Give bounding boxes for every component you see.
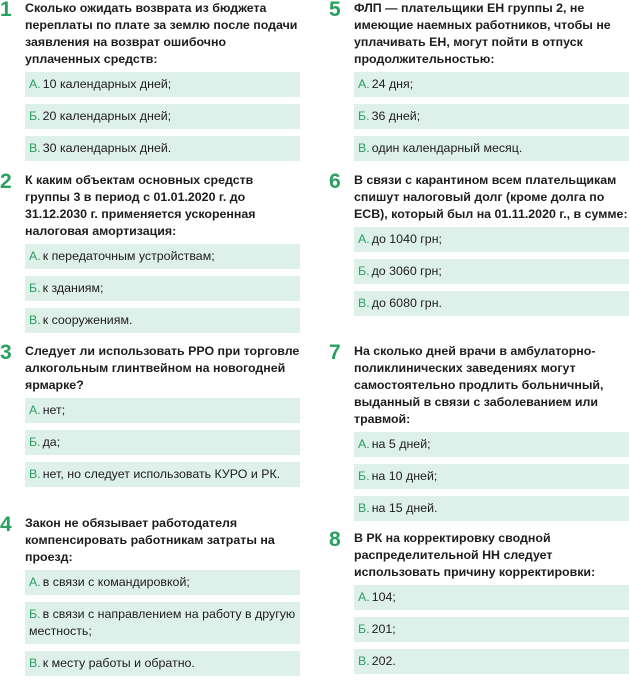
question-text: На сколько дней врачи в амбулаторно-поликлинических заведениях могут самостоятельно продлить больничный, выданный в связи с заболеванием или травмой: bbox=[354, 344, 604, 426]
answer-list bbox=[329, 585, 629, 674]
question-block-6 bbox=[329, 172, 629, 323]
answer-text: 202. bbox=[371, 654, 396, 668]
answer-letter: А. bbox=[358, 77, 370, 91]
question-block-1 bbox=[0, 0, 300, 168]
answer-letter: Б. bbox=[358, 109, 370, 123]
answer-text: 104; bbox=[371, 590, 396, 604]
answer-text: до 1040 грн; bbox=[371, 232, 442, 246]
answer-text: до 6080 грн. bbox=[371, 296, 442, 310]
answer-letter: В. bbox=[358, 501, 370, 515]
answer-option-c[interactable] bbox=[354, 291, 629, 316]
answer-option-b[interactable] bbox=[25, 276, 300, 301]
answer-option-a[interactable] bbox=[25, 244, 300, 269]
answer-list bbox=[0, 398, 300, 487]
answer-letter: А. bbox=[358, 232, 370, 246]
question-block-7 bbox=[329, 343, 629, 528]
answer-text: к месту работы и обратно. bbox=[42, 656, 195, 670]
answer-text: 201; bbox=[371, 622, 396, 636]
answer-text: нет, но следует использовать КУРО и РК. bbox=[42, 467, 281, 481]
answer-option-a[interactable] bbox=[25, 398, 300, 423]
question-number: 5 bbox=[329, 0, 341, 21]
question-number: 4 bbox=[0, 513, 12, 536]
answer-option-c[interactable] bbox=[354, 136, 629, 161]
answer-text: на 10 дней; bbox=[371, 469, 438, 483]
question-text: Сколько ожидать возврата из бюджета переплаты по плате за землю после подачи заявления на возврат ошибочно уплаченных средств: bbox=[25, 1, 298, 66]
question-number: 8 bbox=[329, 528, 341, 551]
answer-text: на 5 дней; bbox=[371, 437, 431, 451]
answer-letter: А. bbox=[358, 590, 370, 604]
answer-text: к передаточным устройствам; bbox=[42, 249, 215, 263]
answer-letter: В. bbox=[358, 654, 370, 668]
answer-list bbox=[0, 244, 300, 333]
question-text: К каким объектам основных средств группы 3 в период с 01.01.2020 г. до 31.12.2030 г. применяется ускоренная налоговая амортизация: bbox=[25, 173, 256, 238]
answer-text: до 3060 грн; bbox=[371, 264, 442, 278]
answer-letter: В. bbox=[358, 141, 370, 155]
answer-text: один календарный месяц. bbox=[371, 141, 523, 155]
answer-text: на 15 дней. bbox=[371, 501, 438, 515]
answer-option-b[interactable] bbox=[25, 430, 300, 455]
answer-text: 10 календарных дней; bbox=[42, 77, 172, 91]
answer-text: в связи с командировкой; bbox=[42, 575, 190, 589]
answer-option-a[interactable] bbox=[25, 72, 300, 97]
answer-option-c[interactable] bbox=[25, 651, 300, 676]
question-number: 2 bbox=[0, 170, 12, 193]
answer-letter: Б. bbox=[358, 469, 370, 483]
answer-option-c[interactable] bbox=[354, 496, 629, 521]
question-block-4 bbox=[0, 515, 300, 683]
answer-letter: Б. bbox=[29, 435, 41, 449]
answer-option-b[interactable] bbox=[354, 104, 629, 129]
answer-option-a[interactable] bbox=[354, 227, 629, 252]
answer-text: 20 календарных дней; bbox=[42, 109, 172, 123]
answer-option-a[interactable] bbox=[354, 585, 629, 610]
question-block-2 bbox=[0, 172, 300, 340]
answer-option-a[interactable] bbox=[25, 570, 300, 595]
answer-text: 30 календарных дней. bbox=[42, 141, 172, 155]
answer-letter: Б. bbox=[29, 109, 41, 123]
answer-list bbox=[329, 432, 629, 521]
answer-option-a[interactable] bbox=[354, 432, 629, 457]
answer-text: к сооружениям. bbox=[42, 313, 133, 327]
answer-letter: В. bbox=[29, 656, 41, 670]
answer-letter: А. bbox=[29, 575, 41, 589]
answer-list bbox=[329, 72, 629, 161]
question-number: 6 bbox=[329, 170, 341, 193]
question-text: Закон не обязывает работодателя компенсировать работникам затраты на проезд: bbox=[25, 516, 275, 564]
question-block-3 bbox=[0, 343, 300, 494]
answer-text: нет; bbox=[42, 403, 66, 417]
answer-letter: В. bbox=[29, 467, 41, 481]
answer-list bbox=[329, 227, 629, 316]
answer-option-a[interactable] bbox=[354, 72, 629, 97]
answer-letter: А. bbox=[29, 403, 41, 417]
answer-letter: Б. bbox=[29, 281, 41, 295]
answer-text: в связи с направлением на работу в другую местность; bbox=[29, 607, 296, 638]
answer-option-b[interactable] bbox=[354, 617, 629, 642]
answer-list bbox=[0, 72, 300, 161]
question-number: 7 bbox=[329, 341, 341, 364]
question-block-5 bbox=[329, 0, 629, 168]
answer-option-c[interactable] bbox=[25, 136, 300, 161]
answer-text: 36 дней; bbox=[371, 109, 421, 123]
answer-option-b[interactable] bbox=[25, 104, 300, 129]
answer-option-c[interactable] bbox=[25, 308, 300, 333]
question-text: В связи с карантином всем плательщикам спишут налоговый долг (кроме долга по ЕСВ), который был на 01.11.2020 г., в сумме: bbox=[354, 173, 628, 221]
answer-option-b[interactable] bbox=[354, 259, 629, 284]
answer-list bbox=[0, 570, 300, 676]
question-number: 3 bbox=[0, 341, 12, 364]
answer-letter: Б. bbox=[29, 607, 41, 621]
answer-letter: Б. bbox=[358, 264, 370, 278]
question-number: 1 bbox=[0, 0, 12, 21]
answer-text: к зданиям; bbox=[42, 281, 104, 295]
answer-letter: А. bbox=[29, 249, 41, 263]
answer-letter: В. bbox=[358, 296, 370, 310]
answer-option-c[interactable] bbox=[25, 462, 300, 487]
answer-text: 24 дня; bbox=[371, 77, 414, 91]
answer-letter: А. bbox=[358, 437, 370, 451]
answer-option-b[interactable] bbox=[354, 464, 629, 489]
question-text: ФЛП — плательщики ЕН группы 2, не имеющие наемных работников, чтобы не уплачивать ЕН, могут пойти в отпуск продолжительностью: bbox=[354, 1, 611, 66]
question-text: В РК на корректировку сводной распределительной НН следует использовать причину корректировки: bbox=[354, 531, 596, 579]
question-block-8 bbox=[329, 530, 629, 681]
answer-letter: В. bbox=[29, 313, 41, 327]
answer-letter: В. bbox=[29, 141, 41, 155]
answer-option-c[interactable] bbox=[354, 649, 629, 674]
question-text: Следует ли использовать РРО при торговле алкогольным глинтвейном на новогодней ярмарке? bbox=[25, 344, 300, 392]
answer-letter: А. bbox=[29, 77, 41, 91]
answer-letter: Б. bbox=[358, 622, 370, 636]
answer-text: да; bbox=[42, 435, 61, 449]
answer-option-b[interactable] bbox=[25, 602, 300, 644]
